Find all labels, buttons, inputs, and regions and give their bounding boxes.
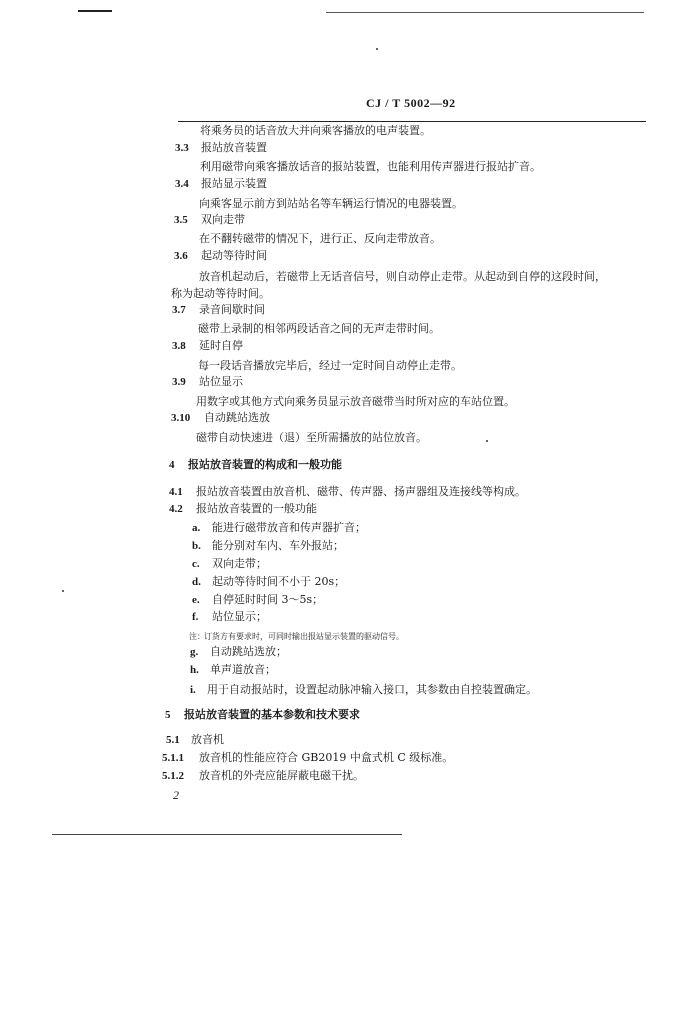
list-item: 自动跳站选放；	[210, 645, 287, 658]
list-item: 单声道放音；	[210, 663, 276, 676]
text-line: 每一段话音播放完毕后，经过一定时间自动停止走带。	[198, 359, 462, 372]
clause-number: 4.1	[169, 486, 183, 498]
clause-number: 3.10	[171, 412, 191, 424]
section-title: 报站放音装置的基本参数和技术要求	[184, 708, 360, 721]
text-line: 磁带上录制的相邻两段话音之间的无声走带时间。	[198, 322, 440, 335]
scan-mark-top-left	[78, 10, 112, 12]
list-marker: h.	[190, 664, 199, 676]
text-line: 磁带自动快速进（退）至所需播放的站位放音。	[196, 431, 427, 444]
clause-title: 双向走带	[201, 213, 245, 226]
list-item: 起动等待时间不小于 20s；	[212, 575, 346, 588]
clause-number: 5.1	[166, 734, 180, 746]
clause-title: 报站放音装置	[201, 141, 267, 154]
text-line: 在不翻转磁带的情况下，进行正、反向走带放音。	[199, 232, 441, 245]
text-line: 将乘务员的话音放大并向乘客播放的电声装置。	[200, 124, 431, 137]
text-line: 向乘客显示前方到站站名等车辆运行情况的电器装置。	[199, 197, 463, 210]
text-line: 放音机的外壳应能屏蔽电磁干扰。	[199, 769, 364, 782]
list-marker: i.	[190, 684, 196, 696]
list-marker: g.	[190, 646, 199, 658]
text-line: 放音机的性能应符合 GB2019 中盒式机 C 级标准。	[199, 751, 454, 764]
scan-dot	[486, 440, 488, 442]
list-item: 能分别对车内、车外报站；	[212, 539, 344, 552]
section-number: 4	[169, 459, 175, 471]
clause-number: 3.6	[174, 250, 188, 262]
list-marker: e.	[192, 594, 200, 606]
clause-title: 放音机	[191, 733, 224, 746]
text-line: 利用磁带向乘客播放话音的报站装置，也能利用传声器进行报站扩音。	[200, 160, 541, 173]
clause-title: 录音间歇时间	[199, 303, 265, 316]
text-line: 报站放音装置由放音机、磁带、传声器、扬声器组及连接线等构成。	[196, 485, 526, 498]
list-item: 能进行磁带放音和传声器扩音；	[212, 521, 366, 534]
clause-number: 3.5	[174, 214, 188, 226]
section-title: 报站放音装置的构成和一般功能	[188, 458, 342, 471]
list-marker: b.	[192, 540, 201, 552]
scan-dot	[376, 48, 378, 50]
scan-dot	[62, 590, 64, 592]
list-marker: c.	[192, 558, 200, 570]
list-item: 站位显示；	[212, 610, 267, 623]
clause-title: 起动等待时间	[201, 249, 267, 262]
text-line: 用数字或其他方式向乘务员显示放音磁带当时所对应的车站位置。	[196, 395, 515, 408]
clause-title: 延时自停	[199, 339, 243, 352]
clause-title: 自动跳站选放	[204, 411, 270, 424]
list-marker: f.	[192, 611, 199, 623]
clause-number: 3.7	[172, 304, 186, 316]
list-item: 双向走带；	[212, 557, 267, 570]
clause-number: 5.1.1	[162, 752, 184, 764]
list-item: 用于自动报站时，设置起动脉冲输入接口，其参数由自控装置确定。	[207, 683, 537, 696]
clause-number: 3.3	[175, 142, 189, 154]
clause-number: 3.9	[172, 376, 186, 388]
section-number: 5	[165, 709, 171, 721]
scan-mark-bottom	[52, 834, 402, 835]
clause-title: 报站显示装置	[201, 177, 267, 190]
note-text: 订货方有要求时，可同时输出报站显示装置的驱动信号。	[204, 632, 404, 641]
header-rule	[178, 121, 646, 122]
list-marker: a.	[192, 522, 201, 534]
clause-number: 3.4	[175, 178, 189, 190]
standard-code-header: CJ / T 5002—92	[366, 96, 456, 110]
clause-title: 站位显示	[199, 375, 243, 388]
clause-number: 3.8	[172, 340, 186, 352]
text-line: 放音机起动后，若磁带上无话音信号，则自动停止走带。从起动到自停的这段时间，	[199, 270, 606, 283]
clause-title: 报站放音装置的一般功能	[196, 502, 317, 515]
scan-mark-top-right	[326, 12, 644, 13]
note-label: 注：	[189, 632, 205, 641]
clause-number: 4.2	[169, 503, 183, 515]
clause-number: 5.1.2	[162, 770, 184, 782]
page-number: 2	[173, 788, 179, 802]
list-marker: d.	[192, 576, 201, 588]
list-item: 自停延时时间 3～5s；	[212, 593, 324, 606]
text-line: 称为起动等待时间。	[171, 287, 270, 300]
